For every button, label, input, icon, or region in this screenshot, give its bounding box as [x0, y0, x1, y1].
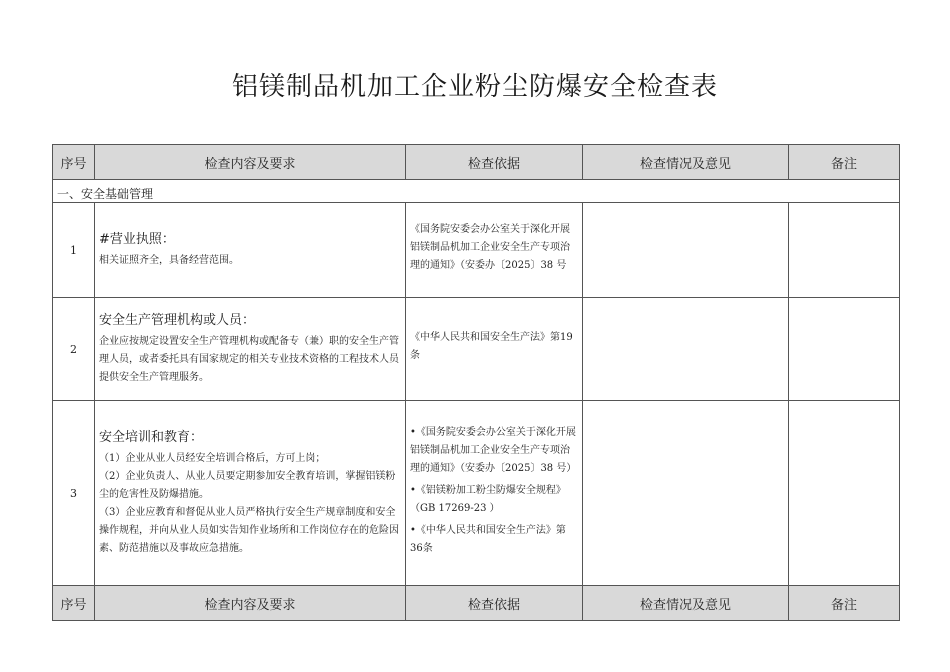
- header-cell: 备注: [789, 145, 900, 180]
- basis-text: • 《国务院安委会办公室关于深化开展铝镁制品机加工企业安全生产专项治理的通知》（安委办〔2025〕38 号）: [410, 424, 578, 478]
- content-heading: 安全生产管理机构或人员：: [99, 313, 256, 328]
- header-row: [53, 145, 900, 180]
- basis-cell: [406, 298, 583, 401]
- header-cell: 检查依据: [406, 145, 583, 180]
- header-cell: 检查情况及意见: [583, 586, 789, 621]
- inspection-table: [52, 144, 900, 621]
- result-cell[interactable]: [583, 203, 789, 298]
- basis-cell: [406, 401, 583, 586]
- content-cell: [95, 298, 406, 401]
- header-cell: 检查内容及要求: [95, 586, 406, 621]
- header-cell: 检查情况及意见: [583, 145, 789, 180]
- basis-text: • 《铝镁粉加工粉尘防爆安全规程》（GB 17269-23 ）: [410, 482, 578, 518]
- basis-text: 《国务院安委会办公室关于深化开展铝镁制品机加工企业安全生产专项治理的通知》（安委办〔2025〕38 号: [410, 224, 570, 271]
- row-number: 2: [53, 298, 95, 401]
- header-cell: 检查内容及要求: [95, 145, 406, 180]
- row-number: 3: [53, 401, 95, 586]
- result-cell[interactable]: [583, 401, 789, 586]
- header-cell: 序号: [53, 586, 95, 621]
- content-cell: [95, 203, 406, 298]
- result-cell[interactable]: [583, 298, 789, 401]
- table-row: [53, 298, 900, 401]
- content-text: 相关证照齐全，具备经营范围。: [99, 255, 239, 266]
- content-text: （2）企业负责人、从业人员要定期参加安全教育培训，掌握铝镁粉尘的危害性及防爆措施。: [99, 471, 396, 500]
- header-cell: 序号: [53, 145, 95, 180]
- header-cell: 备注: [789, 586, 900, 621]
- page-title: 铝镁制品机加工企业粉尘防爆安全检查表: [231, 72, 718, 102]
- section-title: 一、安全基础管理: [53, 180, 900, 203]
- table-row: [53, 203, 900, 298]
- remark-cell[interactable]: [789, 298, 900, 401]
- remark-cell[interactable]: [789, 401, 900, 586]
- content-cell: [95, 401, 406, 586]
- table-row: [53, 401, 900, 586]
- remark-cell[interactable]: [789, 203, 900, 298]
- content-heading: 安全培训和教育：: [99, 430, 204, 445]
- content-heading: #营业执照：: [99, 232, 175, 247]
- section-row: [53, 180, 900, 203]
- header-row-repeat: [53, 586, 900, 621]
- content-text: （3）企业应教育和督促从业人员严格执行安全生产规章制度和安全操作规程，并向从业人员如实告知作业场所和工作岗位存在的危险因素、防范措施以及事故应急措施。: [99, 507, 399, 554]
- row-number: 1: [53, 203, 95, 298]
- content-text: 企业应按规定设置安全生产管理机构或配备专（兼）职的安全生产管理人员，或者委托具有国家规定的相关专业技术资格的工程技术人员提供安全生产管理服务。: [99, 336, 399, 383]
- basis-text: 《中华人民共和国安全生产法》第19条: [410, 332, 573, 361]
- header-cell: 检查依据: [406, 586, 583, 621]
- content-text: （1）企业从业人员经安全培训合格后，方可上岗；: [99, 453, 326, 464]
- basis-cell: [406, 203, 583, 298]
- basis-text: • 《中华人民共和国安全生产法》第36条: [410, 522, 578, 558]
